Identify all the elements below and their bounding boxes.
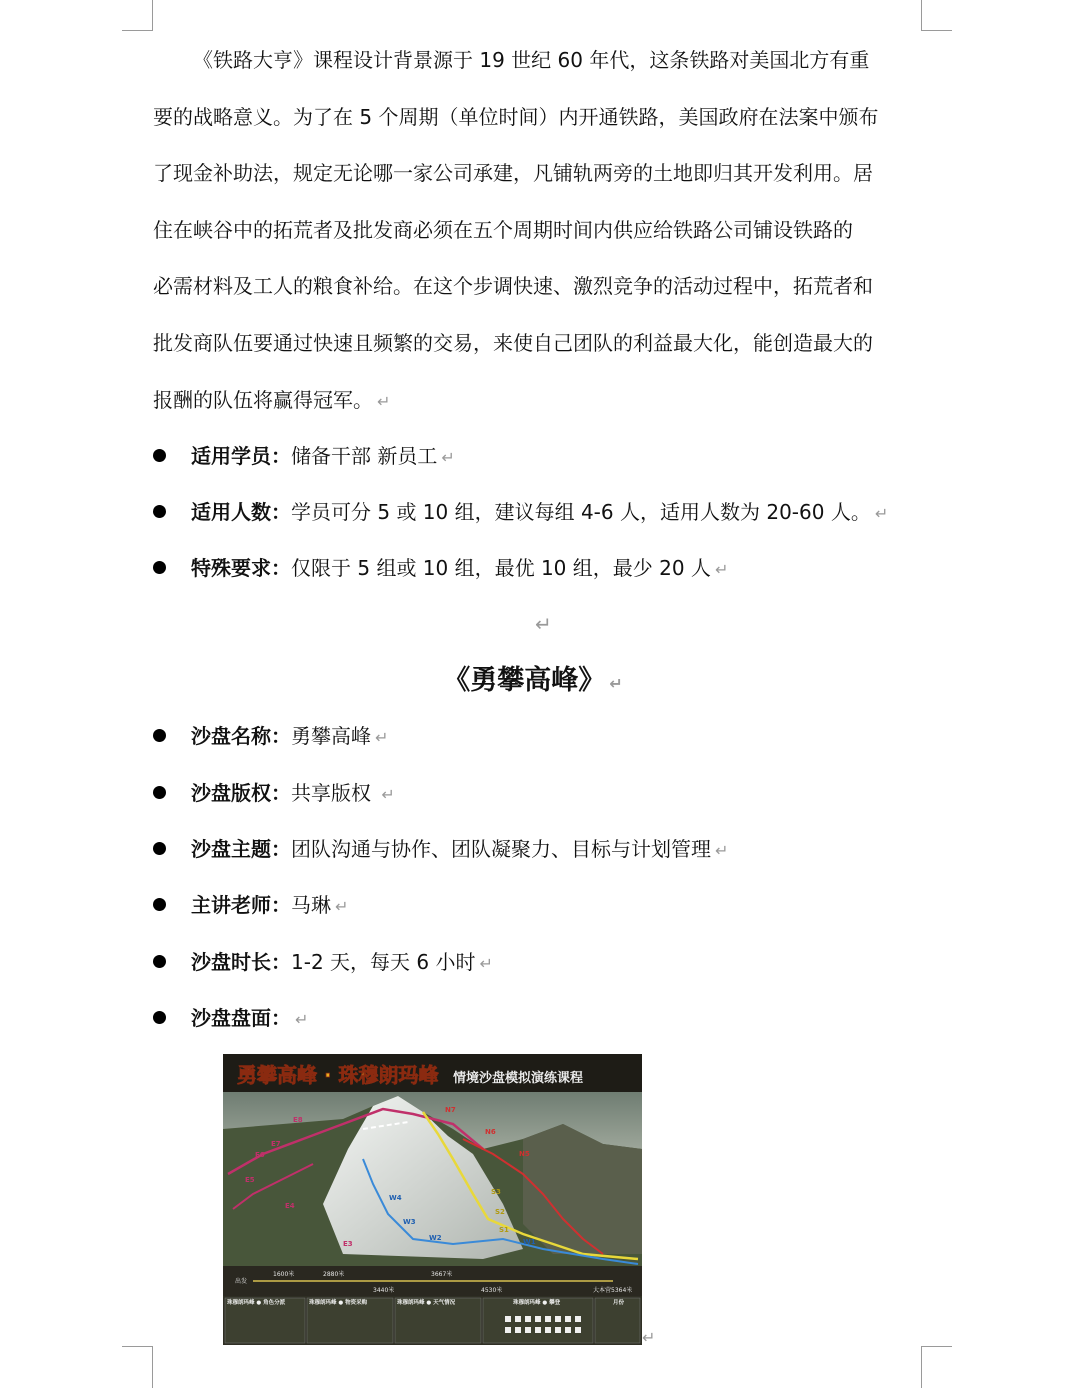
empty-paragraph-mark: ↵ (535, 612, 552, 636)
bullet-dot-icon (153, 729, 166, 742)
paragraph-mark: ↵ (715, 841, 729, 860)
figure-title-right: 情境沙盘模拟演练课程 (453, 1071, 584, 1086)
bullet-dot-icon (153, 505, 166, 518)
bullet-duration (153, 942, 933, 982)
bullet-label: 沙盘时长： (191, 950, 291, 974)
bullet-dot-icon (153, 955, 166, 968)
svg-text:3667米: 3667米 (431, 1271, 453, 1278)
bullet-value: 学员可分 5 或 10 组，建议每组 4-6 人，适用人数为 20-60 人。 (291, 500, 871, 524)
figure-title-left: 勇攀高峰 · 珠穆朗玛峰 (237, 1063, 439, 1087)
bullet-sandtable-copyright (153, 773, 933, 813)
intro-paragraph (153, 32, 923, 428)
paragraph-mark: ↵ (874, 504, 889, 523)
bullet-value: 马琳 (291, 893, 331, 917)
svg-text:W2: W2 (429, 1234, 442, 1242)
svg-text:珠穆朗玛峰 ● 天气情况: 珠穆朗玛峰 ● 天气情况 (397, 1300, 456, 1306)
bullet-dot-icon (153, 898, 166, 911)
paragraph-mark: ↵ (375, 728, 389, 747)
paragraph-mark: ↵ (441, 448, 455, 467)
paragraph-mark: ↵ (609, 674, 623, 693)
bullet-value: 1-2 天，每天 6 小时 (291, 950, 476, 974)
crop-mark-bottom-left (122, 1346, 153, 1388)
bullet-label: 沙盘主题： (191, 837, 291, 861)
crop-mark-bottom-right (921, 1346, 952, 1388)
svg-text:E6: E6 (255, 1151, 265, 1159)
svg-text:E7: E7 (271, 1140, 281, 1148)
svg-text:S2: S2 (495, 1208, 505, 1216)
paragraph-line: 了现金补助法，规定无论哪一家公司承建，凡铺轨两旁的土地即归其开发利用。居 (153, 161, 873, 186)
bullet-dot-icon (153, 1011, 166, 1024)
svg-text:3440米: 3440米 (373, 1287, 395, 1294)
paragraph-line: 必需材料及工人的粮食补给。在这个步调快速、激烈竞争的活动过程中，拓荒者和 (153, 274, 873, 299)
svg-text:N6: N6 (485, 1128, 496, 1136)
bullet-dot-icon (153, 842, 166, 855)
bullet-value: 共享版权 (291, 781, 378, 805)
paragraph-line: 批发商队伍要通过快速且频繁的交易，来使自己团队的利益最大化，能创造最大的 (153, 330, 873, 355)
svg-text:S1: S1 (499, 1226, 509, 1234)
svg-text:2880米: 2880米 (323, 1271, 345, 1278)
bullet-sandtable-name (153, 716, 933, 756)
svg-text:1600米: 1600米 (273, 1271, 295, 1278)
bullet-special-requirements (153, 548, 933, 588)
paragraph-mark: ↵ (479, 954, 493, 973)
paragraph-mark: ↵ (377, 391, 391, 411)
paragraph-line: 《铁路大亨》课程设计背景源于 19 世纪 60 年代，这条铁路对美国北方有重 (193, 48, 870, 72)
mountain-illustration (223, 1054, 642, 1345)
bullet-label: 沙盘版权： (191, 781, 291, 805)
bullet-participant-count (153, 492, 933, 532)
svg-text:E4: E4 (285, 1202, 295, 1210)
svg-text:E3: E3 (343, 1240, 353, 1248)
paragraph-line: 要的战略意义。为了在 5 个周期（单位时间）内开通铁路，美国政府在法案中颁布 (153, 104, 879, 129)
bullet-value: 团队沟通与协作、团队凝聚力、目标与计划管理 (291, 837, 711, 861)
paragraph-mark: ↵ (295, 1010, 309, 1029)
svg-text:N5: N5 (519, 1150, 530, 1158)
bullet-dot-icon (153, 449, 166, 462)
bullet-target-trainees (153, 436, 933, 476)
bullet-dot-icon (153, 786, 166, 799)
svg-text:出发: 出发 (235, 1278, 248, 1285)
crop-mark-top-right (921, 0, 952, 31)
bullet-value: 仅限于 5 组或 10 组，最优 10 组，最少 20 人 (291, 556, 711, 580)
svg-text:W4: W4 (389, 1194, 402, 1202)
bullet-label: 沙盘名称： (191, 724, 291, 748)
svg-text:珠穆朗玛峰 ● 物资采购: 珠穆朗玛峰 ● 物资采购 (309, 1300, 368, 1306)
bullet-label: 适用学员： (191, 444, 291, 468)
svg-text:珠穆朗玛峰 ● 角色分派: 珠穆朗玛峰 ● 角色分派 (227, 1300, 286, 1306)
svg-text:E8: E8 (293, 1116, 303, 1124)
svg-text:珠穆朗玛峰 ● 攀登: 珠穆朗玛峰 ● 攀登 (513, 1300, 561, 1306)
section-title: 《勇攀高峰》 ↵ (443, 665, 623, 696)
paragraph-line: 报酬的队伍将赢得冠军。 ↵ (153, 387, 391, 412)
svg-text:S3: S3 (491, 1188, 501, 1196)
svg-text:4530米: 4530米 (481, 1287, 503, 1294)
bullet-label: 适用人数： (191, 500, 291, 524)
paragraph-mark: ↵ (335, 897, 349, 916)
bullet-sandtable-theme (153, 829, 933, 869)
bullet-label: 主讲老师： (191, 893, 291, 917)
crop-mark-top-left (122, 0, 153, 31)
bullet-label: 沙盘盘面： (191, 1006, 291, 1030)
bullet-value: 勇攀高峰 (291, 724, 371, 748)
sandtable-board-image (223, 1054, 642, 1345)
paragraph-mark: ↵ (714, 560, 729, 579)
svg-text:月份: 月份 (613, 1300, 625, 1306)
svg-text:W3: W3 (403, 1218, 416, 1226)
bullet-lecturer (153, 885, 933, 925)
figure-paragraph-mark: ↵ (642, 1328, 656, 1347)
svg-text:W1: W1 (523, 1238, 536, 1246)
svg-text:E5: E5 (245, 1176, 255, 1184)
bullet-value: 储备干部 新员工 (291, 444, 438, 468)
bullet-board-layout (153, 998, 933, 1038)
paragraph-mark: ↵ (381, 785, 395, 804)
bullet-dot-icon (153, 561, 166, 574)
paragraph-line: 住在峡谷中的拓荒者及批发商必须在五个周期时间内供应给铁路公司铺设铁路的 (153, 217, 853, 242)
svg-text:大本营5364米: 大本营5364米 (593, 1287, 633, 1294)
bullet-label: 特殊要求： (191, 556, 291, 580)
svg-text:N7: N7 (445, 1106, 456, 1114)
